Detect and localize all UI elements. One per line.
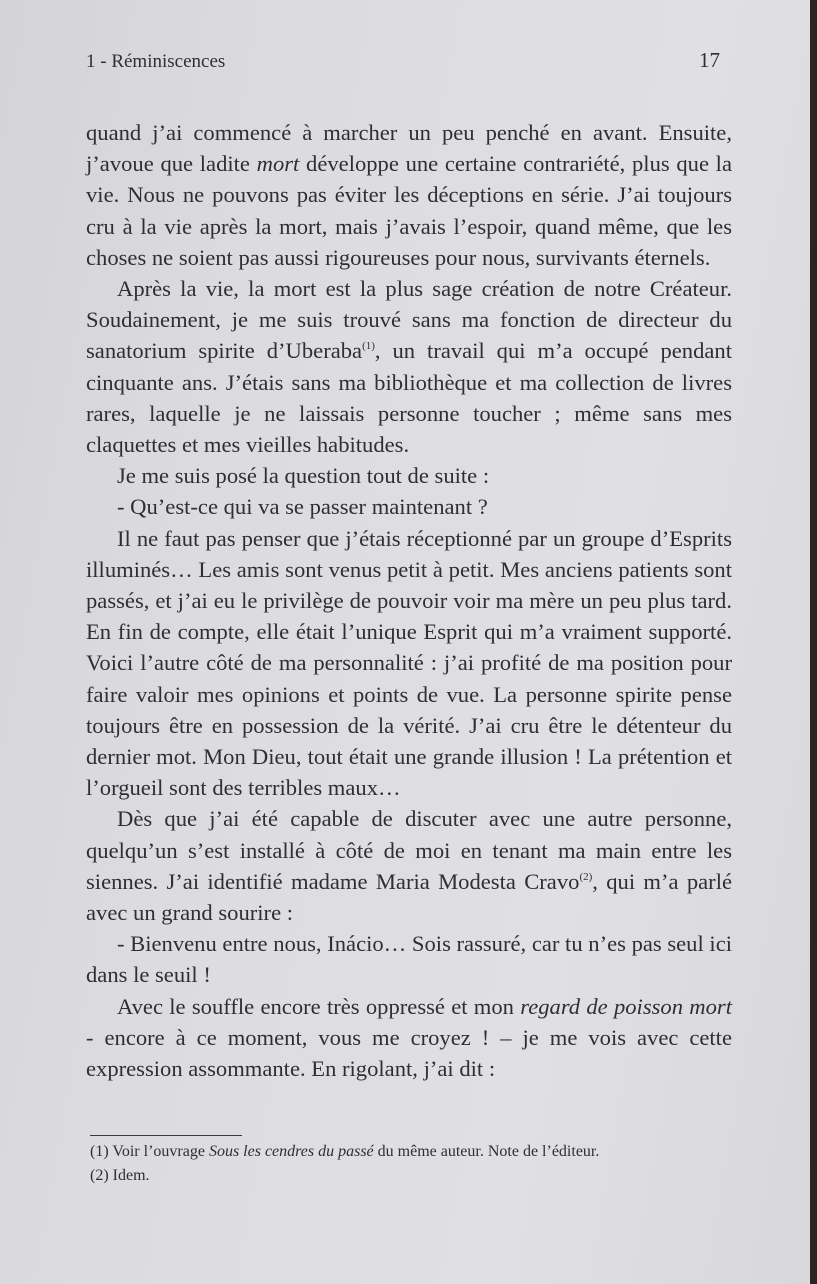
text-run: Avec le souffle encore très oppressé et mon <box>117 993 521 1019</box>
text-run: Il ne faut pas penser que j’étais réceptionné par un groupe d’Esprits illuminés… Les amis sont venus petit à petit. Mes anciens patients sont passés, et j’ai eu le privilège de pouvoir voir ma mère un peu plus tard. En fin de compte, elle était l’unique Esprit qui m’a vraiment supporté. Voici l’autre côté de ma personnalité : j’ai profité de ma position pour faire valoir mes opinions et points de vue. La personne spirite pense toujours être en possession de la vérité. J’ai cru être le détenteur du dernier mot. Mon Dieu, tout était une grande illusion ! La prétention et l’orgueil sont des terribles maux… <box>86 525 732 801</box>
chapter-title: 1 - Réminiscences <box>86 51 226 72</box>
paragraph <box>86 928 732 990</box>
paragraph <box>86 523 732 804</box>
footnotes <box>90 1140 730 1188</box>
text-run: quand j’ai commencé à marcher un peu penché en avant. Ensuite, j’avoue que ladite <box>86 120 732 177</box>
text-run: Après la vie, la mort est la plus sage création de notre Créateur. Soudainement, je me suis trouvé sans ma fonction de directeur du sanatorium spirite d’Uberaba <box>86 276 732 364</box>
text-run: , qui m’a parlé avec un grand sourire : <box>86 868 732 926</box>
running-header <box>86 48 720 73</box>
footnote-rule <box>90 1135 242 1136</box>
text-run: Dès que j’ai été capable de discuter avec une autre personne, quelqu’un s’est installé à côté de moi en tenant ma main entre les siennes. J’ai identifié madame Maria Modesta Cravo <box>86 806 732 894</box>
body-text <box>86 117 732 1084</box>
page-number: 17 <box>699 48 720 72</box>
paragraph <box>86 273 732 460</box>
text-run: du même auteur. Note de l’éditeur. <box>373 1143 600 1160</box>
italic-text: regard de poisson mort <box>520 993 732 1019</box>
text-run: développe une certaine contrariété, plus que la vie. Nous ne pouvons pas éviter les déceptions en série. J’ai toujours cru à la vie après la mort, mais j’avais l’espoir, quand même, que les choses ne soient pas aussi rigoureuses pour nous, survivants éternels. <box>86 151 732 270</box>
paragraph <box>86 491 732 522</box>
italic-text: Sous les cendres du passé <box>208 1143 374 1160</box>
footnote-ref: (2) <box>579 870 593 883</box>
text-run: , un travail qui m’a occupé pendant cinquante ans. J’étais sans ma bibliothèque et ma collection de livres rares, laquelle je ne laissais personne toucher ; même sans mes claquettes et mes vieilles habitudes. <box>86 338 732 458</box>
italic-text: mort <box>256 151 300 177</box>
paragraph <box>86 117 732 273</box>
paragraph <box>86 803 732 928</box>
text-run: - Bienvenu entre nous, Inácio… Sois rassuré, car tu n’es pas seul ici dans le seuil ! <box>86 931 732 988</box>
footnote <box>90 1140 730 1164</box>
footnote <box>90 1164 730 1188</box>
paragraph <box>86 460 732 491</box>
text-run: - encore à ce moment, vous me croyez ! – je me vois avec cette expression assommante. En rigolant, j’ai dit : <box>86 1024 732 1082</box>
text-run: - Qu’est-ce qui va se passer maintenant ? <box>117 494 488 520</box>
paragraph <box>86 991 732 1085</box>
text-run: (1) Voir l’ouvrage <box>90 1143 209 1160</box>
text-run: Je me suis posé la question tout de suite : <box>117 463 490 489</box>
text-run: (2) Idem. <box>90 1167 150 1184</box>
footnote-ref: (1) <box>362 340 375 353</box>
